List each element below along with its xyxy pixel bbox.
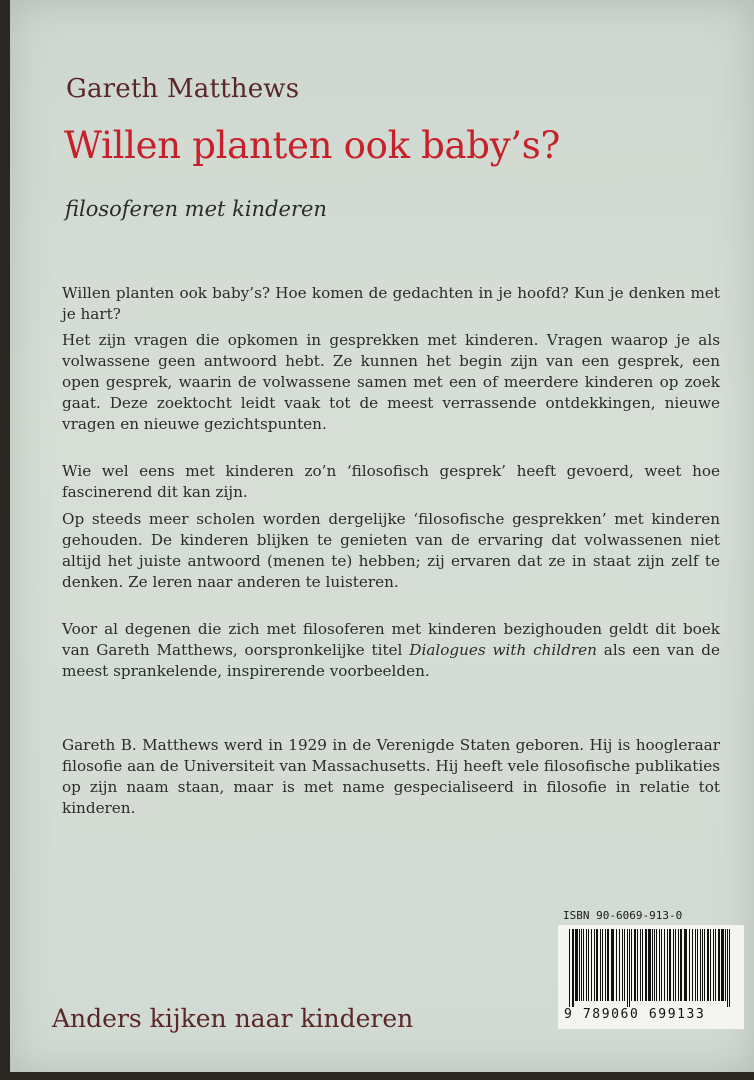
barcode-bar <box>707 929 709 1001</box>
barcode-number: 9 789060 699133 <box>564 1007 706 1022</box>
barcode-bar <box>654 929 655 1001</box>
paragraph-5-text-start: Voor al degenen die zich met filosoferen met kinderen bezighouden geldt dit boek van Gareth Matthews, oorspronkelijke titel <box>62 620 720 659</box>
barcode-bar <box>669 929 671 1001</box>
barcode-bar <box>631 929 632 1001</box>
barcode-bar <box>616 929 617 1001</box>
barcode-bar <box>605 929 606 1001</box>
author-name: Gareth Matthews <box>66 74 300 104</box>
barcode-bar <box>697 929 698 1001</box>
barcode-bar <box>634 929 636 1001</box>
barcode-bar <box>586 929 587 1001</box>
barcode-bar <box>602 929 603 1001</box>
barcode-bars <box>567 929 735 1007</box>
barcode-bar <box>652 929 653 1001</box>
barcode-bar <box>718 929 720 1001</box>
barcode-bar <box>721 929 724 1001</box>
barcode-bar <box>624 929 625 1001</box>
barcode-bar <box>680 929 682 1001</box>
barcode-bar <box>627 929 628 1007</box>
blurb-paragraph-5 <box>62 619 720 682</box>
barcode-bar <box>581 929 582 1001</box>
blurb-paragraph-2: Het zijn vragen die opkomen in gesprekken met kinderen. Vragen waarop je als volwassene geen antwoord hebt. Ze kunnen het begin zijn van een gesprek, een open gesprek, waarin de volwassene samen met een of meerdere kinderen op zoek gaat. Deze zoektocht leidt vaak tot de meest verrassende ontdekkingen, nieuwe vragen en nieuwe gezichtspunten. <box>62 331 720 433</box>
barcode-bar <box>569 929 570 1007</box>
barcode-bar <box>607 929 609 1001</box>
blurb-paragraph-4: Op steeds meer scholen worden dergelijke ‘filosofische gesprekken’ met kinderen gehouden. De kinderen blijken te genieten van de ervaring dat volwassenen niet altijd het juiste antwoord (menen te) hebben; zij ervaren dat ze in staat zijn zelf te denken. Ze leren naar anderen te luisteren. <box>62 510 720 591</box>
blurb-paragraph-3: Wie wel eens met kinderen zo’n ‘filosofisch gesprek’ heeft gevoerd, weet hoe fascinerend dit kan zijn. <box>62 462 720 501</box>
barcode-bar <box>642 929 643 1001</box>
barcode-bar <box>637 929 638 1001</box>
barcode-bar <box>664 929 665 1001</box>
author-bio: Gareth B. Matthews werd in 1929 in de Verenigde Staten geboren. Hij is hoogleraar filosofie aan de Universiteit van Massachusetts. Hij heeft vele filosofische publikaties op zijn naam staan, maar is met name gespecialiseerd in filosofie in relatie tot kinderen. <box>62 736 720 817</box>
barcode-bar <box>656 929 657 1001</box>
barcode-bar <box>572 929 574 1007</box>
barcode-bar <box>594 929 595 1001</box>
barcode-bar <box>622 929 623 1001</box>
barcode-bar <box>725 929 726 1001</box>
barcode-bar <box>619 929 620 1001</box>
blurb-paragraph-1: Willen planten ook baby’s? Hoe komen de gedachten in je hoofd? Kun je denken met je hart? <box>62 284 720 323</box>
barcode-bar <box>661 929 662 1001</box>
barcode-bar <box>710 929 711 1001</box>
barcode <box>558 925 744 1029</box>
book-title: Willen planten ook baby’s? <box>64 124 560 167</box>
barcode-bar <box>648 929 651 1001</box>
series-slogan: Anders kijken naar kinderen <box>52 1004 414 1033</box>
book-subtitle: filosoferen met kinderen <box>65 197 327 221</box>
barcode-bar <box>583 929 584 1001</box>
barcode-bar <box>729 929 730 1007</box>
barcode-bar <box>640 929 641 1001</box>
barcode-bar <box>659 929 660 1001</box>
barcode-bar <box>689 929 690 1001</box>
barcode-bar <box>611 929 614 1001</box>
barcode-bar <box>692 929 693 1001</box>
barcode-bar <box>727 929 728 1007</box>
back-cover <box>10 0 754 1072</box>
paragraph-5-text-end: als een van de meest sprankelende, inspirerende voorbeelden. <box>62 641 720 680</box>
original-title: Dialogues with children <box>409 641 597 659</box>
isbn-label: ISBN 90-6069-913-0 <box>563 909 683 922</box>
barcode-bar <box>596 929 598 1001</box>
barcode-bar <box>675 929 676 1001</box>
barcode-bar <box>695 929 696 1001</box>
barcode-bar <box>600 929 601 1001</box>
barcode-bar <box>713 929 714 1001</box>
barcode-bar <box>704 929 705 1001</box>
barcode-bar <box>579 929 580 1001</box>
barcode-bar <box>667 929 668 1001</box>
barcode-bar <box>588 929 589 1001</box>
barcode-bar <box>702 929 703 1001</box>
barcode-bar <box>591 929 592 1001</box>
barcode-bar <box>673 929 674 1001</box>
barcode-bar <box>645 929 647 1001</box>
barcode-bar <box>575 929 578 1001</box>
barcode-bar <box>684 929 687 1001</box>
barcode-bar <box>629 929 630 1007</box>
barcode-bar <box>715 929 716 1001</box>
barcode-bar <box>700 929 701 1001</box>
barcode-bar <box>678 929 679 1001</box>
